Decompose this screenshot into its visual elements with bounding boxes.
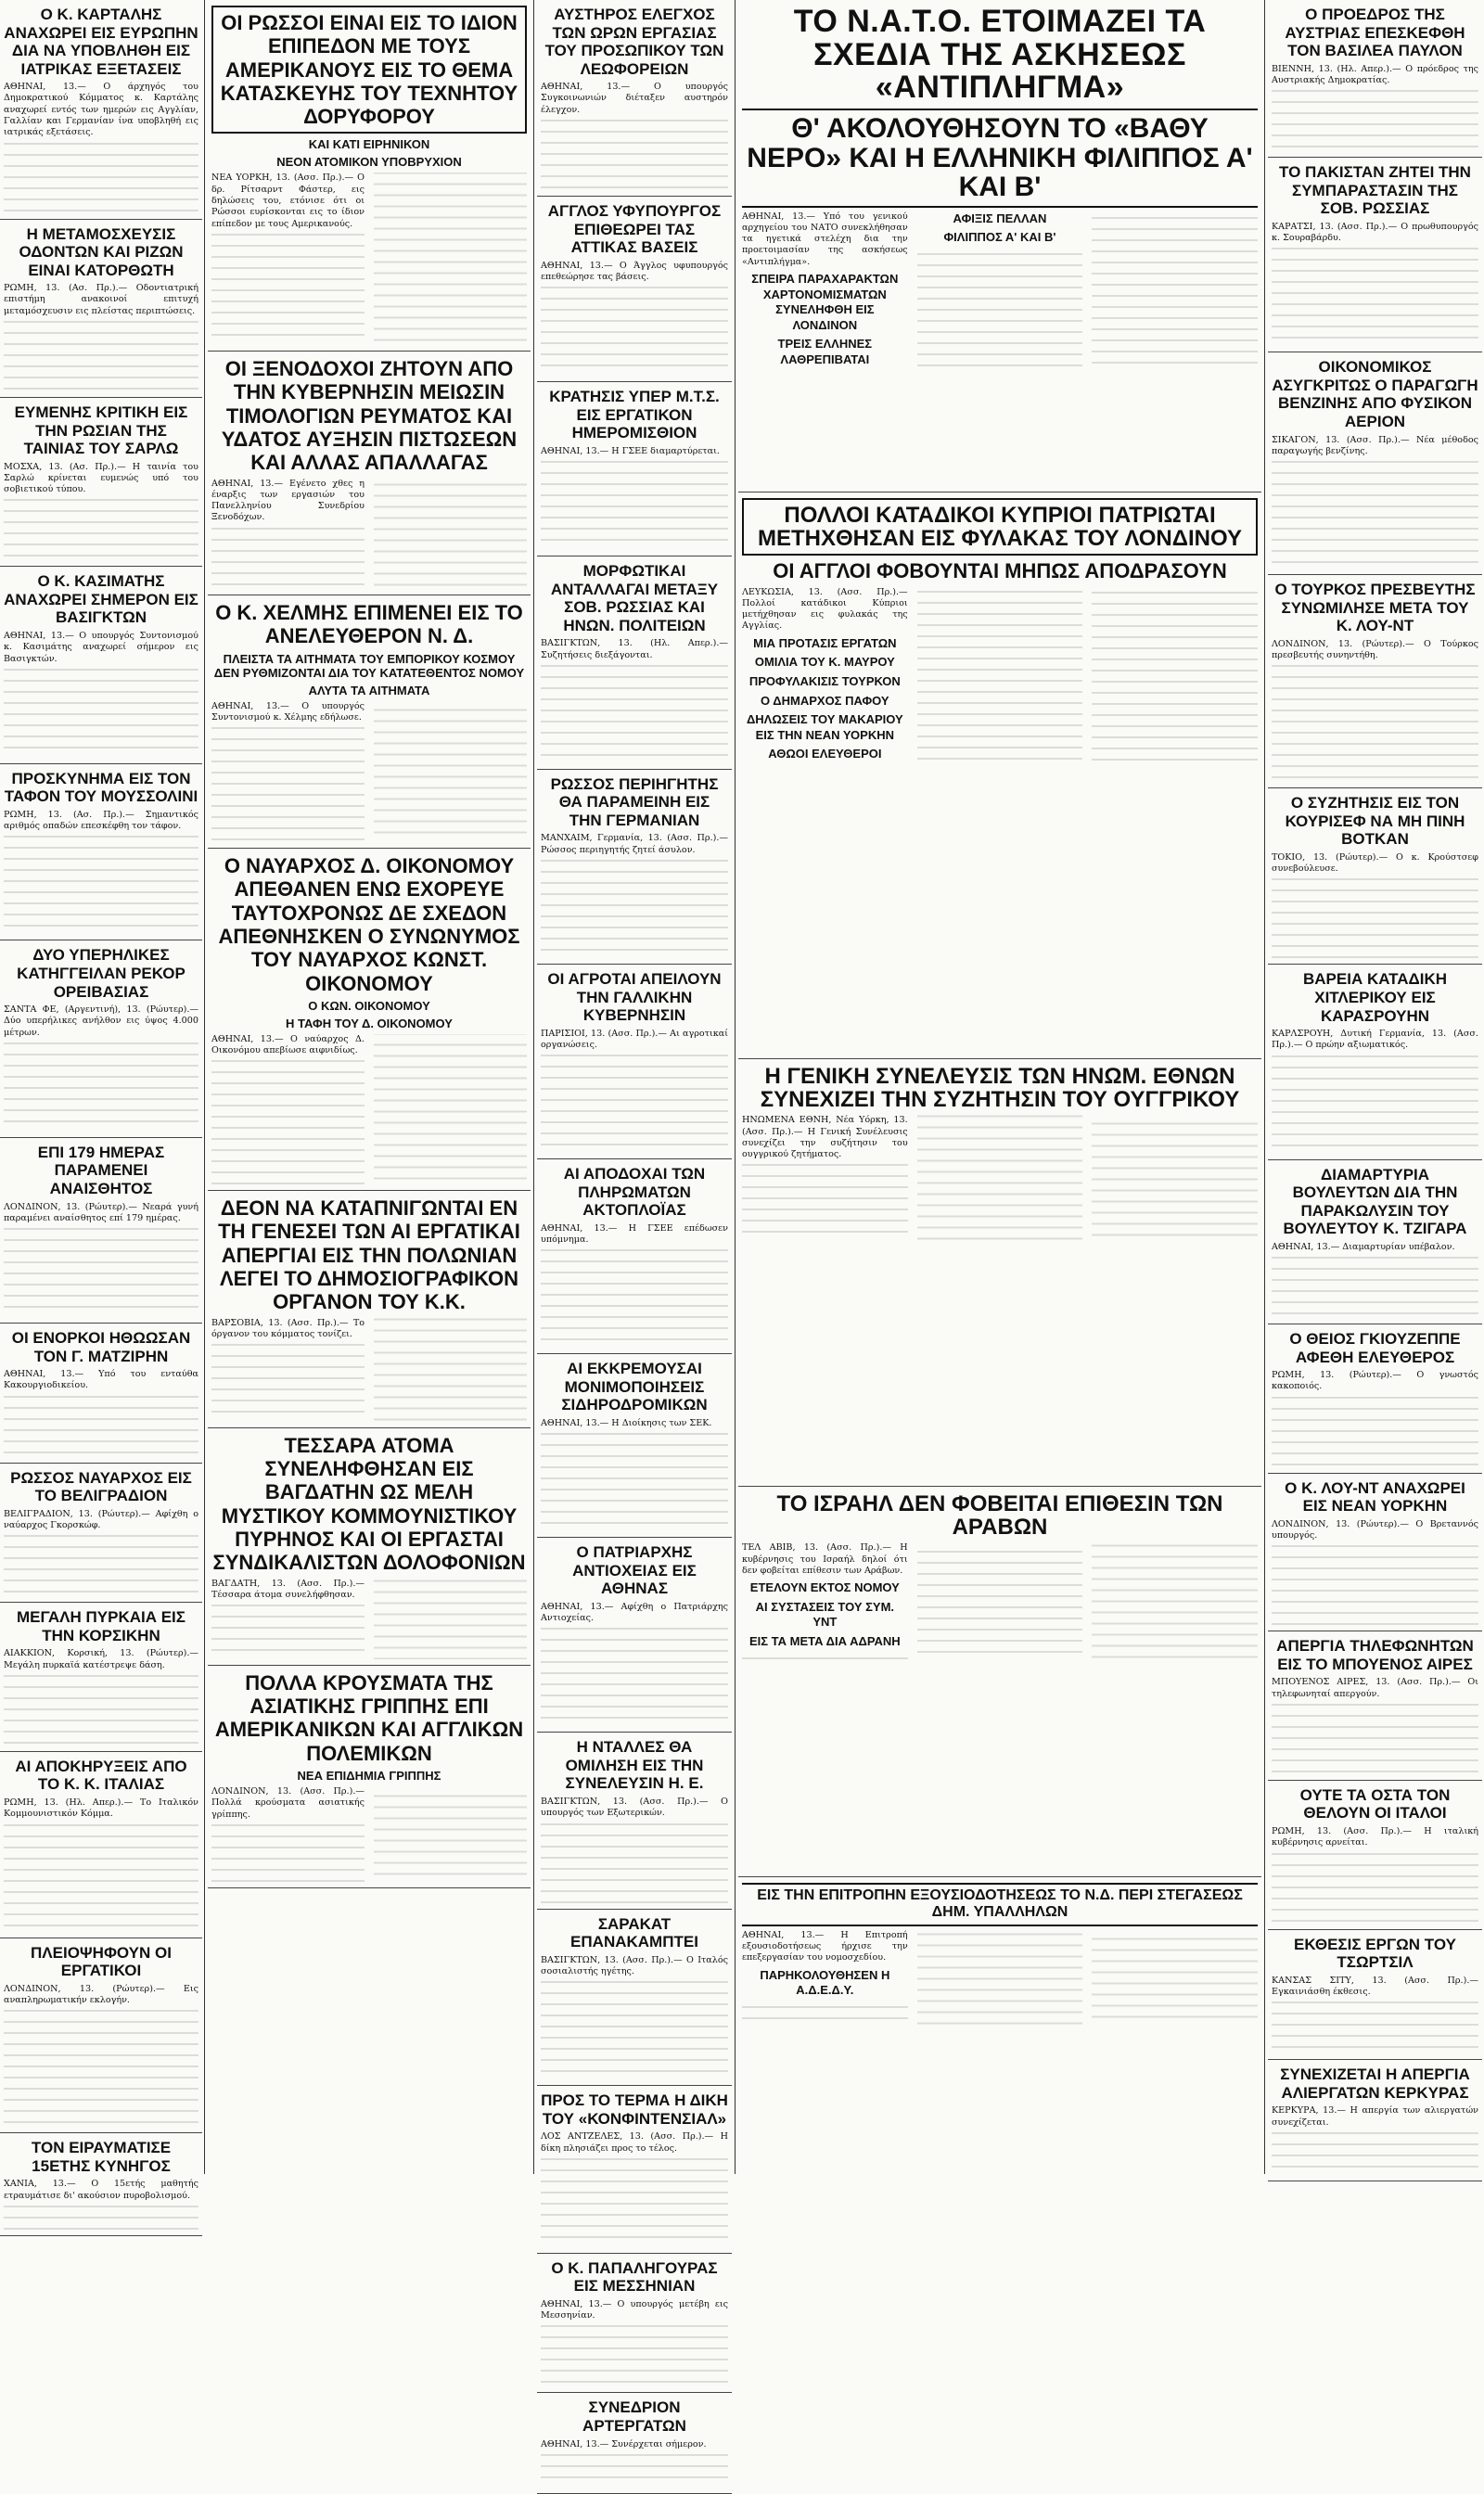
article-text-fill [541, 283, 728, 376]
article-text-fill [541, 1977, 728, 2079]
article-text-fill [4, 1821, 198, 1932]
article-text-fill [4, 1531, 198, 1596]
article-text-fill [541, 1820, 728, 1903]
col6-article [1268, 158, 1482, 352]
article-headline: Ο ΠΑΤΡΙΑΡΧΗΣ ΑΝΤΙΟΧΕΙΑΣ ΕΙΣ ΑΘΗΝΑΣ [572, 1543, 697, 1598]
article-text-fill [1272, 1541, 1478, 1625]
article-subheading: ΠΛΕΙΣΤΑ ΤΑ ΑΙΤΗΜΑΤΑ ΤΟΥ ΕΜΠΟΡΙΚΟΥ ΚΟΣΜΟΥ ΔΕΝ ΡΥΘΜΙΖΟΝΤΑΙ ΔΙΑ ΤΟΥ ΚΑΤΑΤΕΘΕΝΤΟΣ ΝΟΜΟΥ [213, 651, 525, 680]
article-text-fill [1272, 86, 1478, 151]
article-text: ΚΑΝΣΑΣ ΣΙΤΥ, 13. (Ασσ. Πρ.).— Εγκαινιάσθη έκθεσις. [1272, 1975, 1478, 1997]
article-text-fill [4, 2006, 198, 2127]
article-text-fill [541, 2321, 728, 2386]
article-body [1272, 1976, 1478, 2054]
article-text: ΤΟΚΙΟ, 13. (Ρώυτερ).— Ο κ. Κρούστσεφ συνεβούλευσε. [1272, 851, 1478, 875]
article-text: ΑΘΗΝΑΙ, 13.— Ο υπουργός μετέβη εις Μεσσηνίαν. [541, 2298, 728, 2321]
article-body [541, 1418, 728, 1531]
article-text: ΑΘΗΝΑΙ, 13.— Η ΓΣΕΕ διαμαρτύρεται. [541, 445, 720, 456]
article-body [211, 701, 527, 842]
article-text: ΧΑΝΙΑ, 13.— Ο 15ετής μαθητής ετραυμάτισε δι' ακούσιον πυροβολισμού. [4, 2179, 198, 2201]
article-text-fill [4, 1392, 198, 1457]
article-text: ΜΑΝΧΑΙΜ, Γερμανία, 13. (Ασσ. Πρ.).— Ρώσσος περιηγητής ζητεί άσυλον. [541, 833, 728, 855]
article-text-fill [1272, 1393, 1478, 1467]
article-headline: ΡΩΣΣΟΣ ΠΕΡΙΗΓΗΤΗΣ ΘΑ ΠΑΡΑΜΕΙΝΗ ΕΙΣ ΤΗΝ ΓΕΡΜΑΝΙΑΝ [550, 774, 719, 829]
israel-article [738, 1487, 1261, 1877]
article-headline: ΑΙ ΑΠΟΔΟΧΑΙ ΤΩΝ ΠΛΗΡΩΜΑΤΩΝ ΑΚΤΟΠΛΟΪΑΣ [563, 1165, 706, 1220]
article-body [1272, 1677, 1478, 1774]
col3-article [537, 556, 732, 770]
col1-article [0, 1464, 202, 1604]
article-headline: ΑΙ ΑΠΟΚΗΡΥΞΕΙΣ ΑΠΟ ΤΟ Κ. Κ. ΙΤΑΛΙΑΣ [15, 1757, 187, 1794]
article-text-fill [4, 665, 198, 758]
article-text: ΑΘΗΝΑΙ, 13.— Εγένετο χθες η έναρξις των εργασιών του Πανελληνίου Συνεδρίου Ξενοδόχων. [211, 478, 365, 523]
article-headline: ΜΕΓΑΛΗ ΠΥΡΚΑΙΑ ΕΙΣ ΤΗΝ ΚΟΡΣΙΚΗΝ [17, 1608, 186, 1644]
article-headline: ΤΟΝ ΕΙΡΑΥΜΑΤΙΣΕ 15ΕΤΗΣ ΚΥΝΗΓΟΣ [31, 2139, 172, 2175]
israel-text: ΤΕΛ ΑΒΙΒ, 13. (Ασσ. Πρ.).— Η κυβέρνησις του Ισραήλ δηλοί ότι δεν φοβείται επίθεσιν των Αράβων. [742, 1542, 908, 1576]
article-text: ΑΘΗΝΑΙ, 13.— Η Διοίκησις των ΣΕΚ. [541, 1417, 712, 1428]
col6-article [1268, 1474, 1482, 1632]
un-body [742, 1115, 1258, 1241]
col3-article [537, 1538, 732, 1733]
col6-article [1268, 1930, 1482, 2061]
col6-article [1268, 1324, 1482, 1474]
article-headline: Ο ΝΑΥΑΡΧΟΣ Δ. ΟΙΚΟΝΟΜΟΥ ΑΠΕΘΑΝΕΝ ΕΝΩ ΕΧΟΡΕΥΕ ΤΑΥΤΟΧΡΟΝΩΣ ΔΕ ΣΧΕΔΟΝ ΑΠΕΘΝΗΣΚΕΝ Ο ΣΥΝΩΝΥΜΟΣ ΤΟΥ ΝΑΥΑΡΧΟΣ ΚΩΝΣΤ. ΟΙΚΟΝΟΜΟΥ [218, 854, 520, 995]
article-body [211, 1318, 527, 1422]
cyprus-sub-2: ΟΜΙΛΙΑ ΤΟΥ Κ. ΜΑΥΡΟΥ [754, 655, 895, 670]
col6-article [1268, 2060, 1482, 2181]
un-article [738, 1059, 1261, 1487]
article-headline: ΟΙ ΕΝΟΡΚΟΙ ΗΘΩΩΣΑΝ ΤΟΝ Γ. ΜΑΤΖΙΡΗΝ [11, 1329, 191, 1365]
committee-headline: ΕΙΣ ΤΗΝ ΕΠΙΤΡΟΠΗΝ ΕΞΟΥΣΙΟΔΟΤΗΣΕΩΣ ΤΟ Ν.Δ. ΠΕΡΙ ΣΤΕΓΑΣΕΩΣ ΔΗΜ. ΥΠΑΛΛΗΛΩΝ [742, 1883, 1258, 1926]
article-headline: Ο ΘΕΙΟΣ ΓΚΙΟΥΖΕΠΠΕ ΑΦΕΘΗ ΕΛΕΥΘΕΡΟΣ [1289, 1330, 1461, 1366]
article-text: ΑΘΗΝΑΙ, 13.— Ο υπουργός Συγκοινωνιών διέταξεν αυστηρόν έλεγχον. [541, 82, 728, 115]
article-text: ΣΑΝΤΑ ΦΕ, (Αργεντινή), 13. (Ρώυτερ).— Δύο υπερήλικες ανήλθον εις ύψος 4.000 μέτρων. [4, 1004, 198, 1038]
article-text-fill [1272, 2129, 1478, 2175]
article-text: ΡΩΜΗ, 13. (Ασσ. Πρ.).— Η ιταλική κυβέρνησις αρνείται. [1272, 1826, 1478, 1848]
article-headline: Ο ΣΥΖΗΤΗΣΙΣ ΕΙΣ ΤΟΝ ΚΟΥΡΙΣΕΦ ΝΑ ΜΗ ΠΙΝΗ ΒΟΤΚΑΝ [1285, 794, 1465, 849]
article-body [4, 82, 198, 212]
article-text-fill [541, 661, 728, 763]
article-body [4, 631, 198, 758]
article-text-fill [4, 2202, 198, 2230]
col6-article [1268, 965, 1482, 1159]
col3-article [537, 2086, 732, 2254]
lead-sub-3: ΑΦΙΞΙΣ ΠΕΛΛΑΝ [953, 211, 1047, 225]
article-text-fill [4, 832, 198, 934]
cyprus-article [738, 492, 1261, 1059]
col6-article [1268, 1781, 1482, 1930]
article-text: ΑΘΗΝΑΙ, 13.— Ο ναύαρχος Δ. Οικονόμου απεβίωσε αιφνιδίως. [211, 1033, 365, 1056]
article-subheading: ΑΛΥΤΑ ΤΑ ΑΙΤΗΜΑΤΑ [308, 683, 430, 697]
col3-article [537, 1733, 732, 1909]
article-text: ΑΘΗΝΑΙ, 13.— Ο υπουργός Συντονισμού κ. Κασιμάτης αναχωρεί σήμερον εις Βασιγκτών. [4, 631, 198, 664]
article-body [541, 82, 728, 190]
article-text-fill [1272, 1052, 1478, 1154]
article-body [1272, 1242, 1478, 1318]
cyprus-headline-2: ΟΙ ΑΓΓΛΟΙ ΦΟΒΟΥΝΤΑΙ ΜΗΠΩΣ ΑΠΟΔΡΑΣΟΥΝ [773, 559, 1227, 583]
article-text: ΛΟΝΔΙΝΟΝ, 13. (Ασσ. Πρ.).— Πολλά κρούσματα ασιατικής γρίππης. [211, 1786, 365, 1820]
article-text-fill [4, 1224, 198, 1317]
article-headline: ΠΟΛΛΑ ΚΡΟΥΣΜΑΤΑ ΤΗΣ ΑΣΙΑΤΙΚΗΣ ΓΡΙΠΠΗΣ ΕΠΙ ΑΜΕΡΙΚΑΝΙΚΩΝ ΚΑΙ ΑΓΓΛΙΚΩΝ ΠΟΛΕΜΙΚΩΝ [214, 1670, 524, 1765]
article-text-fill [541, 1624, 728, 1726]
article-text-fill [541, 457, 728, 550]
article-text: ΠΑΡΙΣΙΟΙ, 13. (Ασσ. Πρ.).— Αι αγροτικαί οργανώσεις. [541, 1028, 728, 1050]
col6-article [1268, 1631, 1482, 1781]
article-headline: ΡΩΣΣΟΣ ΝΑΥΑΡΧΟΣ ΕΙΣ ΤΟ ΒΕΛΙΓΡΑΔΙΟΝ [10, 1468, 192, 1505]
article-text: ΛΟΝΔΙΝΟΝ, 13. (Ρώυτερ).— Εις αναπληρωματικήν εκλογήν. [4, 1983, 198, 2005]
article-body [4, 283, 198, 391]
col1-article [0, 940, 202, 1137]
article-body [1272, 435, 1478, 569]
col1-article [0, 1603, 202, 1752]
col2-article [208, 352, 531, 595]
article-text: ΑΘΗΝΑΙ, 13.— Ο υπουργός Συντονισμού κ. Χέλμης εδήλωσε. [211, 700, 365, 723]
column-1 [0, 0, 202, 2201]
article-text: ΑΘΗΝΑΙ, 13.— Διαμαρτυρίαν υπέβαλον. [1272, 1241, 1455, 1252]
col2-article [208, 1428, 531, 1666]
article-body [541, 446, 728, 550]
article-body [211, 1579, 527, 1659]
article-headline: ΠΡΟΣΚΥΝΗΜΑ ΕΙΣ ΤΟΝ ΤΑΦΟΝ ΤΟΥ ΜΟΥΣΣΟΛΙΝΙ [4, 769, 198, 806]
article-text: ΝΕΑ ΥΟΡΚΗ, 13. (Ασσ. Πρ.).— Ο δρ. Ρίτσαρντ Φάστερ, εις δηλώσεις του, ετόνισε ότι οι Ρώσσοι ευρίσκονται εις το ίδιον επίπεδον με τους Αμερικανούς. [211, 173, 365, 229]
article-text: ΑΘΗΝΑΙ, 13.— Ο Άγγλος υφυπουργός επεθεώρησε τας βάσεις. [541, 260, 728, 282]
article-body [541, 2299, 728, 2387]
article-text-fill [541, 1246, 728, 1348]
col3-article [537, 1354, 732, 1538]
article-body [211, 173, 527, 345]
article-text: ΑΘΗΝΑΙ, 13.— Υπό του ενταύθα Κακουργιοδικείου. [4, 1369, 198, 1391]
article-text: ΚΕΡΚΥΡΑ, 13.— Η απεργία των αλιεργατών συνεχίζεται. [1272, 2105, 1478, 2128]
article-headline: Ο Κ. ΚΑΣΙΜΑΤΗΣ ΑΝΑΧΩΡΕΙ ΣΗΜΕΡΟΝ ΕΙΣ ΒΑΣΙΓΚΤΩΝ [4, 572, 198, 627]
article-headline: ΟΙ ΑΓΡΟΤΑΙ ΑΠΕΙΛΟΥΝ ΤΗΝ ΓΑΛΛΙΚΗΝ ΚΥΒΕΡΝΗΣΙΝ [547, 969, 722, 1025]
article-body [1272, 222, 1478, 347]
article-headline: Ο Κ. ΚΑΡΤΑΛΗΣ ΑΝΑΧΩΡΕΙ ΕΙΣ ΕΥΡΩΠΗΝ ΔΙΑ ΝΑ ΥΠΟΒΛΗΘΗ ΕΙΣ ΙΑΤΡΙΚΑΣ ΕΞΕΤΑΣΕΙΣ [4, 6, 198, 78]
israel-headline: ΤΟ ΙΣΡΑΗΛ ΔΕΝ ΦΟΒΕΙΤΑΙ ΕΠΙΘΕΣΙΝ ΤΩΝ ΑΡΑΒΩΝ [776, 1491, 1223, 1541]
article-body [4, 1648, 198, 1746]
article-text-fill [4, 1039, 198, 1132]
article-body [541, 1797, 728, 1903]
col3-article [537, 0, 732, 197]
article-text: ΑΘΗΝΑΙ, 13.— Η ΓΣΕΕ επέδωσεν υπόμνημα. [541, 1222, 728, 1246]
article-headline: ΑΙ ΕΚΚΡΕΜΟΥΣΑΙ ΜΟΝΙΜΟΠΟΙΗΣΕΙΣ ΣΙΔΗΡΟΔΡΟΜΙΚΩΝ [561, 1360, 708, 1414]
article-text-fill [541, 2155, 728, 2247]
col3-article [537, 2254, 732, 2394]
center-area [738, 0, 1261, 2174]
article-body [541, 2131, 728, 2247]
article-headline: ΤΕΣΣΑΡΑ ΑΤΟΜΑ ΣΥΝΕΛΗΦΘΗΣΑΝ ΕΙΣ ΒΑΓΔΑΤΗΝ ΩΣ ΜΕΛΗ ΜΥΣΤΙΚΟΥ ΚΟΜΜΟΥΝΙΣΤΙΚΟΥ ΠΥΡΗΝΟΣ ΚΑΙ ΟΙ ΕΡΓΑΣΤΑΙ ΣΥΝΔΙΚΑΛΙΣΤΩΝ ΔΟΛΟΦΟΝΙΩΝ [212, 1433, 526, 1575]
article-text: ΑΙΑΚΚΙΟΝ, Κορσική, 13. (Ρώυτερ).— Μεγάλη πυρκαϊά κατέστρεψε δάση. [4, 1648, 198, 1670]
col2-article [208, 595, 531, 849]
article-headline: ΑΠΕΡΓΙΑ ΤΗΛΕΦΩΝΗΤΩΝ ΕΙΣ ΤΟ ΜΠΟΥΕΝΟΣ ΑΙΡΕΣ [1276, 1637, 1474, 1673]
article-headline: Η ΜΕΤΑΜΟΣΧΕΥΣΙΣ ΟΔΟΝΤΩΝ ΚΑΙ ΡΙΖΩΝ ΕΙΝΑΙ ΚΑΤΟΡΘΩΤΗ [19, 224, 184, 279]
israel-sub-1: ΕΤΕΛΟΥΝ ΕΚΤΟΣ ΝΟΜΟΥ [749, 1580, 900, 1595]
article-headline: ΕΥΜΕΝΗΣ ΚΡΙΤΙΚΗ ΕΙΣ ΤΗΝ ΡΩΣΙΑΝ ΤΗΣ ΤΑΙΝΙΑΣ ΤΟΥ ΣΑΡΛΩ [14, 403, 188, 458]
article-body [541, 1955, 728, 2080]
article-text: ΒΑΓΔΑΤΗ, 13. (Ασσ. Πρ.).— Τέσσαρα άτομα συνελήφθησαν. [211, 1578, 365, 1600]
lead-sub-4: ΦΙΛΙΠΠΟΣ Α' ΚΑΙ Β' [943, 230, 1056, 245]
article-headline: ΔΙΑΜΑΡΤΥΡΙΑ ΒΟΥΛΕΥΤΩΝ ΔΙΑ ΤΗΝ ΠΑΡΑΚΩΛΥΣΙΝ ΤΟΥ ΒΟΥΛΕΥΤΟΥ Κ. ΤΖΙΓΑΡΑ [1283, 1165, 1467, 1238]
col6-article [1268, 575, 1482, 788]
lead-article [738, 0, 1261, 492]
article-body [1272, 2105, 1478, 2175]
article-text-fill [1272, 1253, 1478, 1318]
article-text-fill [1272, 875, 1478, 958]
article-body [541, 638, 728, 763]
article-text-fill [1272, 1700, 1478, 1774]
article-headline: Ο ΤΟΥΡΚΟΣ ΠΡΕΣΒΕΥΤΗΣ ΣΥΝΩΜΙΛΗΣΕ ΜΕΤΑ ΤΟΥ Κ. ΛΟΥ-ΝΤ [1274, 581, 1476, 635]
article-headline: ΠΛΕΙΟΨΗΦΟΥΝ ΟΙ ΕΡΓΑΤΙΚΟΙ [31, 1943, 172, 1980]
article-subheading: ΝΕΑ ΕΠΙΔΗΜΙΑ ΓΡΙΠΠΗΣ [297, 1769, 441, 1784]
cyprus-sub-3: ΠΡΟΦΥΛΑΚΙΣΙΣ ΤΟΥΡΚΟΝ [748, 673, 901, 688]
article-body [541, 1602, 728, 1727]
lead-headline-1: ΤΟ Ν.Α.Τ.Ο. ΕΤΟΙΜΑΖΕΙ ΤΑ ΣΧΕΔΙΑ ΤΗΣ ΑΣΚΗΣΕΩΣ «ΑΝΤΙΠΛΗΓΜΑ» [793, 4, 1207, 106]
article-headline: ΔΥΟ ΥΠΕΡΗΛΙΚΕΣ ΚΑΤΗΓΓΕΙΛΑΝ ΡΕΚΟΡ ΟΡΕΙΒΑΣΙΑΣ [17, 946, 186, 1001]
col2-article [208, 1191, 531, 1428]
article-headline: Η ΝΤΑΛΛΕΣ ΘΑ ΟΜΙΛΗΣΗ ΕΙΣ ΤΗΝ ΣΥΝΕΛΕΥΣΙΝ Η. Ε. [565, 1738, 704, 1793]
article-text-fill [1272, 1998, 1478, 2053]
cyprus-sub-5: ΔΗΛΩΣΕΙΣ ΤΟΥ ΜΑΚΑΡΙΟΥ ΕΙΣ ΤΗΝ ΝΕΑΝ ΥΟΡΚΗΝ [746, 712, 903, 742]
article-text: ΚΑΡΛΣΡΟΥΗ, Δυτική Γερμανία, 13. (Ασσ. Πρ.).— Ο πρώην αξιωματικός. [1272, 1029, 1478, 1051]
article-body [4, 1004, 198, 1132]
col1-article [0, 0, 202, 220]
committee-article [738, 1877, 1261, 2183]
col1-article [0, 2133, 202, 2236]
article-body [1272, 1370, 1478, 1467]
article-text-fill [4, 495, 198, 560]
lead-body [742, 211, 1258, 370]
article-text-fill [4, 317, 198, 391]
col3-article [537, 382, 732, 556]
article-text-fill [4, 1671, 198, 1746]
col6-article [1268, 1160, 1482, 1324]
article-headline: ΟΥΤΕ ΤΑ ΟΣΤΑ ΤΟΝ ΘΕΛΟΥΝ ΟΙ ΙΤΑΛΟΙ [1299, 1785, 1451, 1823]
article-body [541, 1029, 728, 1154]
israel-body [742, 1542, 1258, 1659]
article-text: ΛΟΝΔΙΝΟΝ, 13. (Ρώυτερ).— Ο Τούρκος πρεσβευτής συνηντήθη. [1272, 638, 1478, 660]
article-body [1272, 1826, 1478, 1924]
column-2 [208, 0, 531, 2174]
un-text: ΗΝΩΜΕΝΑ ΕΘΝΗ, Νέα Υόρκη, 13. (Ασσ. Πρ.).— Η Γενική Συνέλευσις συνεχίζει την συζήτησιν του ουγγρικού ζητήματος. [742, 1115, 908, 1160]
article-text: ΑΘΗΝΑΙ, 13.— Ο άρχηγός του Δημοκρατικού Κόμματος κ. Καρτάλης αναχωρεί εντός των ημερών εις Αγγλίαν, Γαλλίαν και Γερμανίαν ίνα υποβληθή εις ιατρικάς εξετάσεις. [4, 82, 198, 138]
article-headline: ΑΥΣΤΗΡΟΣ ΕΛΕΓΧΟΣ ΤΩΝ ΩΡΩΝ ΕΡΓΑΣΙΑΣ ΤΟΥ ΠΡΟΣΩΠΙΚΟΥ ΤΩΝ ΛΕΩΦΟΡΕΙΩΝ [544, 6, 724, 78]
article-headline: Ο Κ. ΧΕΛΜΗΣ ΕΠΙΜΕΝΕΙ ΕΙΣ ΤΟ ΑΝΕΛΕΥΘΕΡΟΝ Ν. Δ. [215, 601, 523, 648]
israel-sub-2: ΑΙ ΣΥΣΤΑΣΕΙΣ ΤΟΥ ΣΥΜ. ΥΝΤ [755, 1599, 895, 1630]
article-headline: Ο Κ. ΛΟΥ-ΝΤ ΑΝΑΧΩΡΕΙ ΕΙΣ ΝΕΑΝ ΥΟΡΚΗΝ [1285, 1478, 1465, 1516]
article-body [1272, 1519, 1478, 1626]
article-headline: ΒΑΡΕΙΑ ΚΑΤΑΔΙΚΗ ΧΙΤΛΕΡΙΚΟΥ ΕΙΣ ΚΑΡΑΣΡΟΥΗΝ [1303, 970, 1447, 1025]
article-headline: Ο Κ. ΠΑΠΑΛΗΓΟΥΡΑΣ ΕΙΣ ΜΕΣΣΗΝΙΑΝ [551, 2258, 718, 2296]
committee-body [742, 1930, 1258, 2026]
col1-article [0, 220, 202, 398]
article-text: ΑΘΗΝΑΙ, 13.— Αφίχθη ο Πατριάρχης Αντιοχείας. [541, 1601, 728, 1624]
cyprus-body [742, 587, 1258, 764]
article-headline: ΟΙΚΟΝΟΜΙΚΟΣ ΑΣΥΓΚΡΙΤΩΣ Ο ΠΑΡΑΓΩΓΗ ΒΕΝΖΙΝΗΣ ΑΠΟ ΦΥΣΙΚΟΝ ΑΕΡΙΟΝ [1272, 358, 1478, 430]
article-headline: ΣΥΝΕΔΡΙΟΝ ΑΡΤΕΡΓΑΤΩΝ [582, 2398, 686, 2435]
col1-article [0, 1324, 202, 1464]
lead-sub-1: ΣΠΕΙΡΑ ΠΑΡΑΧΑΡΑΚΤΩΝ ΧΑΡΤΟΝΟΜΙΣΜΑΤΩΝ ΣΥΝΕΛΗΦΘΗ ΕΙΣ ΛΟΝΔΙΝΟΝ [751, 271, 899, 332]
article-text: ΒΑΣΙΓΚΤΩΝ, 13. (Ηλ. Απερ.).— Συζητήσεις διεξάγονται. [541, 638, 728, 660]
article-text: ΒΑΣΙΓΚΤΩΝ, 13. (Ασσ. Πρ.).— Ο Ιταλός σοσιαλιστής ηγέτης. [541, 1954, 728, 1976]
article-subheading: ΚΑΙ ΚΑΤΙ ΕΙΡΗΝΙΚΟΝ [308, 137, 430, 152]
article-body [211, 1786, 527, 1882]
article-headline: ΣΑΡΑΚΑΤ ΕΠΑΝΑΚΑΜΠΤΕΙ [570, 1914, 698, 1951]
article-headline: ΑΓΓΛΟΣ ΥΦΥΠΟΥΡΓΟΣ ΕΠΙΘΕΩΡΕΙ ΤΑΣ ΑΤΤΙΚΑΣ ΒΑΣΕΙΣ [547, 201, 722, 257]
article-body [4, 1369, 198, 1457]
article-body [1272, 1029, 1478, 1154]
article-headline: ΤΟ ΠΑΚΙΣΤΑΝ ΖΗΤΕΙ ΤΗΝ ΣΥΜΠΑΡΑΣΤΑΣΙΝ ΤΗΣ ΣΟΒ. ΡΩΣΣΙΑΣ [1279, 163, 1471, 218]
article-text-fill [541, 1429, 728, 1531]
article-text: ΛΟΝΔΙΝΟΝ, 13. (Ρώυτερ).— Νεαρά γυνή παραμένει αναίσθητος επί 179 ημέρας. [4, 1201, 198, 1223]
col1-article [0, 1138, 202, 1324]
article-text-fill [541, 856, 728, 958]
article-text-fill [541, 116, 728, 190]
col3-article [537, 965, 732, 1159]
col3-article [537, 197, 732, 382]
article-body [4, 1509, 198, 1597]
col1-article [0, 764, 202, 941]
col2-article [208, 0, 531, 352]
article-text-fill [1272, 1849, 1478, 1924]
article-text-fill [541, 1051, 728, 1153]
israel-sub-3: ΕΙΣ ΤΑ ΜΕΤΑ ΔΙΑ ΑΔΡΑΝΗ [748, 1634, 901, 1649]
article-text: ΣΙΚΑΓΟΝ, 13. (Ασσ. Πρ.).— Νέα μέθοδος παραγωγής βενζίνης. [1272, 434, 1478, 456]
col3-article [537, 2393, 732, 2493]
col2-article [208, 1666, 531, 1889]
un-headline: Η ΓΕΝΙΚΗ ΣΥΝΕΛΕΥΣΙΣ ΤΩΝ ΗΝΩΜ. ΕΘΝΩΝ ΣΥΝΕΧΙΖΕΙ ΤΗΝ ΣΥΖΗΤΗΣΙΝ ΤΟΥ ΟΥΓΓΡΙΚΟΥ [760, 1064, 1240, 1113]
article-subheading: Ο ΚΩΝ. ΟΙΚΟΝΟΜΟΥ [308, 998, 430, 1013]
cyprus-text-fill [917, 587, 1258, 764]
article-body [541, 833, 728, 958]
article-body [1272, 639, 1478, 783]
cyprus-sub-6: ΑΘΩΟΙ ΕΛΕΥΘΕΡΟΙ [768, 747, 882, 761]
article-headline: ΔΕΟΝ ΝΑ ΚΑΤΑΠΝΙΓΩΝΤΑΙ ΕΝ ΤΗ ΓΕΝΕΣΕΙ ΤΩΝ ΑΙ ΕΡΓΑΤΙΚΑΙ ΑΠΕΡΓΙΑΙ ΕΙΣ ΤΗΝ ΠΟΛΩΝΙΑΝ ΛΕΓΕΙ ΤΟ ΔΗΜΟΣΙΟΓΡΑΦΙΚΟΝ ΟΡΓΑΝΟΝ ΤΟΥ Κ.Κ. [218, 1196, 520, 1314]
article-subheading: ΝΕΟΝ ΑΤΟΜΙΚΟΝ ΥΠΟΒΡΥΧΙΟΝ [276, 155, 462, 170]
article-text: ΛΟΝΔΙΝΟΝ, 13. (Ρώυτερ).— Ο Βρεταννός υπουργός. [1272, 1518, 1478, 1541]
col1-article [0, 398, 202, 567]
article-text: ΑΘΗΝΑΙ, 13.— Συνέρχεται σήμερον. [541, 2438, 707, 2449]
committee-sub-1: ΠΑΡΗΚΟΛΟΥΘΗΣΕΝ Η Α.Δ.Ε.Δ.Υ. [760, 1967, 890, 1998]
article-headline: ΣΥΝΕΧΙΖΕΤΑΙ Η ΑΠΕΡΓΙΑ ΑΛΙΕΡΓΑΤΩΝ ΚΕΡΚΥΡΑΣ [1280, 2066, 1470, 2102]
article-text: ΜΟΣΧΑ, 13. (Ασ. Πρ.).— Η ταινία του Σαρλώ κρίνεται ευμενώς υπό του σοβιετικού τύπου. [4, 461, 198, 495]
article-headline: ΠΡΟΣ ΤΟ ΤΕΡΜΑ Η ΔΙΚΗ ΤΟΥ «ΚΟΝΦΙΝΤΕΝΣΙΑΛ» [541, 2091, 728, 2128]
cyprus-sub-4: Ο ΔΗΜΑΡΧΟΣ ΠΑΦΟΥ [761, 693, 889, 708]
cyprus-sub-1: ΜΙΑ ΠΡΟΤΑΣΙΣ ΕΡΓΑΤΩΝ [753, 635, 897, 650]
cyprus-headline-1: ΠΟΛΛΟΙ ΚΑΤΑΔΙΚΟΙ ΚΥΠΡΙΟΙ ΠΑΤΡΙΩΤΑΙ ΜΕΤΗΧΘΗΣΑΝ ΕΙΣ ΦΥΛΑΚΑΣ ΤΟΥ ΛΟΝΔΙΝΟΥ [742, 498, 1258, 556]
article-text: ΒΑΣΙΓΚΤΩΝ, 13. (Ασσ. Πρ.).— Ο υπουργός των Εξωτερικών. [541, 1797, 728, 1819]
article-text: ΒΙΕΝΝΗ, 13. (Ηλ. Απερ.).— Ο πρόεδρος της Αυστριακής Δημοκρατίας. [1272, 63, 1478, 85]
article-headline: ΜΟΡΦΩΤΙΚΑΙ ΑΝΤΑΛΛΑΓΑΙ ΜΕΤΑΞΥ ΣΟΒ. ΡΩΣΣΙΑΣ ΚΑΙ ΗΝΩΝ. ΠΟΛΙΤΕΙΩΝ [550, 562, 719, 634]
col1-article [0, 567, 202, 763]
col1-article [0, 1938, 202, 2134]
article-text-fill [1272, 244, 1478, 346]
article-headline: Ο ΠΡΟΕΔΡΟΣ ΤΗΣ ΑΥΣΤΡΙΑΣ ΕΠΕΣΚΕΦΘΗ ΤΟΝ ΒΑΣΙΛΕΑ ΠΑΥΛΟΝ [1285, 6, 1465, 60]
article-headline: ΕΠΙ 179 ΗΜΕΡΑΣ ΠΑΡΑΜΕΝΕΙ ΑΝΑΙΣΘΗΤΟΣ [37, 1143, 165, 1197]
col6-article [1268, 0, 1482, 158]
column-6 [1268, 0, 1482, 2174]
col1-article [0, 1752, 202, 1938]
article-text: ΡΩΜΗ, 13. (Ασ. Πρ.).— Σημαντικός αριθμός οπαδών επεσκέφθη τον τάφον. [4, 809, 198, 832]
article-body [541, 2439, 728, 2488]
article-text: ΡΩΜΗ, 13. (Ασ. Πρ.).— Οδοντιατρική επιστήμη ανακοινοί επιτυχή μεταμόσχευσιν εις πλείστας περιπτώσεις. [4, 283, 198, 316]
article-body [4, 1984, 198, 2128]
article-text: ΛΟΣ ΑΝΤΖΕΛΕΣ, 13. (Ασσ. Πρ.).— Η δίκη πλησιάζει προς το τέλος. [541, 2131, 728, 2154]
lead-text: ΑΘΗΝΑΙ, 13.— Υπό του γενικού αρχηγείου του ΝΑΤΟ συνεκλήθησαν τα ηγετικά στελέχη δια την προετοιμασίαν της ασκήσεως «Αντιπλήγμα». [742, 211, 908, 267]
article-text-fill [1272, 457, 1478, 569]
article-headline: ΟΙ ΡΩΣΣΟΙ ΕΙΝΑΙ ΕΙΣ ΤΟ ΙΔΙΟΝ ΕΠΙΠΕΔΟΝ ΜΕ ΤΟΥΣ ΑΜΕΡΙΚΑΝΟΥΣ ΕΙΣ ΤΟ ΘΕΜΑ ΚΑΤΑΣΚΕΥΗΣ ΤΟΥ ΤΕΧΝΗΤΟΥ ΔΟΡΥΦΟΡΟΥ [211, 6, 527, 134]
col3-article [537, 770, 732, 965]
article-body [4, 1797, 198, 1932]
article-body [4, 2179, 198, 2230]
col3-article [537, 1159, 732, 1354]
lead-headline-2: Θ' ΑΚΟΛΟΥΘΗΣΟΥΝ ΤΟ «ΒΑΘΥ ΝΕΡΟ» ΚΑΙ Η ΕΛΛΗΝΙΚΗ ΦΙΛΙΠΠΟΣ Α' ΚΑΙ Β' [742, 109, 1258, 208]
article-body [4, 810, 198, 935]
article-text: ΒΕΛΙΓΡΑΔΙΟΝ, 13. (Ρώυτερ).— Αφίχθη ο ναύαρχος Γκορσκώφ. [4, 1508, 198, 1531]
article-text-fill [211, 1034, 527, 1184]
article-text: ΡΩΜΗ, 13. (Ηλ. Απερ.).— Το Ιταλικόν Κομμουνιστικόν Κόμμα. [4, 1797, 198, 1820]
article-text-fill [4, 139, 198, 213]
article-body [1272, 64, 1478, 152]
article-text: ΚΑΡΑΤΣΙ, 13. (Ασσ. Πρ.).— Ο πρωθυπουργός κ. Σουραβάρδυ. [1272, 221, 1478, 244]
col6-article [1268, 788, 1482, 965]
column-3 [537, 0, 732, 2449]
article-body [541, 1223, 728, 1349]
article-headline: ΚΡΑΤΗΣΙΣ ΥΠΕΡ Μ.Τ.Σ. ΕΙΣ ΕΡΓΑΤΙΚΟΝ ΗΜΕΡΟΜΙΣΘΙΟΝ [549, 388, 720, 442]
article-body [4, 1202, 198, 1318]
article-body [541, 261, 728, 377]
article-body [1272, 852, 1478, 959]
article-body [211, 479, 527, 590]
article-headline: ΕΚΘΕΣΙΣ ΕΡΓΩΝ ΤΟΥ ΤΣΩΡΤΣΙΛ [1294, 1935, 1456, 1972]
lead-sub-2: ΤΡΕΙΣ ΕΛΛΗΝΕΣ ΛΑΘΡΕΠΙΒΑΤΑΙ [777, 337, 873, 367]
article-text: ΒΑΡΣΟΒΙΑ, 13. (Ασσ. Πρ.).— Το όργανον του κόμματος τονίζει. [211, 1317, 365, 1339]
article-text: ΡΩΜΗ, 13. (Ρώυτερ).— Ο γνωστός κακοποιός. [1272, 1370, 1478, 1392]
col6-article [1268, 352, 1482, 575]
cyprus-text: ΛΕΥΚΩΣΙΑ, 13. (Ασσ. Πρ.).— Πολλοί κατάδικοι Κύπριοι μετήχθησαν εις φυλακάς της Αγγλίας. [742, 586, 908, 632]
col3-article [537, 1910, 732, 2087]
article-text: ΜΠΟΥΕΝΟΣ ΑΙΡΕΣ, 13. (Ασσ. Πρ.).— Οι τηλεφωνηταί απεργούν. [1272, 1677, 1478, 1699]
col2-article [208, 849, 531, 1191]
article-text-fill [1272, 661, 1478, 782]
article-body [211, 1034, 527, 1184]
article-body [4, 462, 198, 561]
article-headline: ΟΙ ΞΕΝΟΔΟΧΟΙ ΖΗΤΟΥΝ ΑΠΟ ΤΗΝ ΚΥΒΕΡΝΗΣΙΝ ΜΕΙΩΣΙΝ ΤΙΜΟΛΟΓΙΩΝ ΡΕΥΜΑΤΟΣ ΚΑΙ ΥΔΑΤΟΣ ΑΥΞΗΣΙΝ ΠΙΣΤΩΣΕΩΝ ΚΑΙ ΑΛΛΑΣ ΑΠΑΛΛΑΓΑΣ [221, 357, 518, 475]
article-subheading: Η ΤΑΦΗ ΤΟΥ Δ. ΟΙΚΟΝΟΜΟΥ [286, 1016, 453, 1030]
committee-text: ΑΘΗΝΑΙ, 13.— Η Επιτροπή εξουσιοδοτήσεως ήρχισε την επεξεργασίαν του νομοσχεδίου. [742, 1929, 908, 1963]
article-text-fill [541, 2450, 728, 2488]
